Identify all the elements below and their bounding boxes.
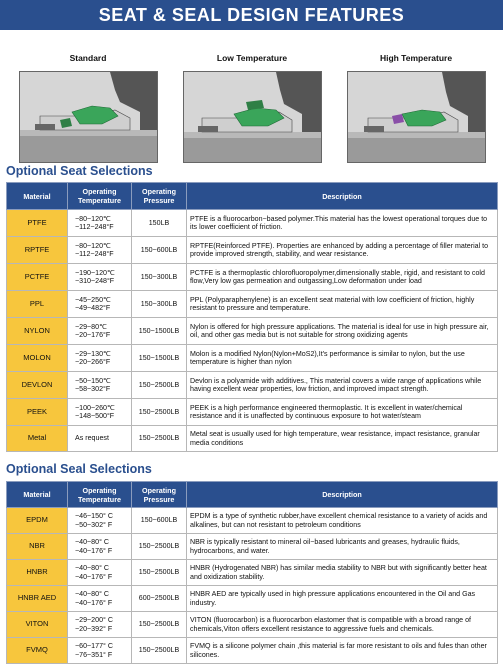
description-cell: PEEK is a high performance engineered thermoplastic. It is excellent in water/chemical resistance and it is unaffected by continuous exposure to hot water/steam — [187, 399, 498, 426]
temperature-cell: −100~260℃ −148~500°F — [68, 399, 132, 426]
material-cell: Metal — [7, 426, 68, 452]
header-material: Material — [7, 482, 68, 508]
seal-row-hnbr-aed — [7, 586, 498, 612]
seat-section-title: Optional Seat Selections — [6, 164, 153, 178]
temperature-cell: −80~120℃ −112~248°F — [68, 237, 132, 264]
material-cell: PCTFE — [7, 264, 68, 291]
pressure-cell: 150~2500LB — [132, 399, 187, 426]
seat-row-molon — [7, 345, 498, 372]
seal-row-viton — [7, 612, 498, 638]
pressure-cell: 600~2500LB — [132, 586, 187, 612]
material-cell: FVMQ — [7, 638, 68, 664]
header-operating-temperature: Operating Temperature — [68, 183, 132, 210]
header-description: Description — [187, 482, 498, 508]
standard-seal-diagram — [19, 71, 158, 163]
description-cell: PTFE is a fluorocarbon−based polymer.This material has the lowest operational torques due to its lower coefficient of friction. — [187, 210, 498, 237]
temperature-cell: −29~200° C −20~392° F — [68, 612, 132, 638]
material-cell: MOLON — [7, 345, 68, 372]
temperature-cell: −40~80° C −40~176° F — [68, 560, 132, 586]
pressure-cell: 150~600LB — [132, 237, 187, 264]
pressure-cell: 150LB — [132, 210, 187, 237]
material-cell: PPL — [7, 291, 68, 318]
seal-selection-table — [6, 481, 498, 664]
material-cell: VITON — [7, 612, 68, 638]
pressure-cell: 150~1500LB — [132, 345, 187, 372]
description-cell: Devlon is a polyamide with additives., This material covers a wide range of applications while having excellent wear properties, low friction, and improved impact strength. — [187, 372, 498, 399]
seat-row-pctfe — [7, 264, 498, 291]
temperature-cell: −50~150℃ −58~302°F — [68, 372, 132, 399]
seal-row-fvmq — [7, 638, 498, 664]
seat-row-devlon — [7, 372, 498, 399]
seal-section-title: Optional Seal Selections — [6, 462, 152, 476]
material-cell: NBR — [7, 534, 68, 560]
seal-row-nbr — [7, 534, 498, 560]
seat-row-nylon — [7, 318, 498, 345]
pressure-cell: 150~2500LB — [132, 372, 187, 399]
seat-row-rptfe — [7, 237, 498, 264]
description-cell: EPDM is a type of synthetic rubber,have excellent chemical resistance to a variety of acids and alkalines, but can not resistant to petroleum conditions — [187, 508, 498, 534]
page-title-banner: SEAT & SEAL DESIGN FEATURES — [0, 0, 503, 30]
material-cell: RPTFE — [7, 237, 68, 264]
seat-selection-table — [6, 182, 498, 452]
temperature-cell: −45~250℃ −49~482°F — [68, 291, 132, 318]
seat-row-ppl — [7, 291, 498, 318]
description-cell: PCTFE is a thermoplastic chlorofluoropolymer,dimensionally stable, rigid, and resistant to cold flow,Very low gas permeation and outgassing,Low deformation under load — [187, 264, 498, 291]
material-cell: NYLON — [7, 318, 68, 345]
temperature-cell: −60~177° C −76~351° F — [68, 638, 132, 664]
temperature-cell: −190~120℃ −310~248°F — [68, 264, 132, 291]
header-operating-pressure: Operating Pressure — [132, 482, 187, 508]
temperature-cell: −40~80° C −40~176° F — [68, 586, 132, 612]
material-cell: EPDM — [7, 508, 68, 534]
header-material: Material — [7, 183, 68, 210]
material-cell: DEVLON — [7, 372, 68, 399]
description-cell: Metal seat is usually used for high temperature, wear resistance, impact resistance, granular media conditions — [187, 426, 498, 452]
pressure-cell: 150~600LB — [132, 508, 187, 534]
seat-row-ptfe — [7, 210, 498, 237]
description-cell: HNBR (Hydrogenated NBR) has similar media stability to NBR but with significantly better heat and oxidization stability. — [187, 560, 498, 586]
material-cell: HNBR — [7, 560, 68, 586]
temperature-cell: −46~150° C −50~302° F — [68, 508, 132, 534]
pressure-cell: 150~2500LB — [132, 638, 187, 664]
pressure-cell: 150~300LB — [132, 264, 187, 291]
pressure-cell: 150~1500LB — [132, 318, 187, 345]
header-operating-pressure: Operating Pressure — [132, 183, 187, 210]
diagram-label-standard: Standard — [69, 53, 107, 63]
pressure-cell: 150~300LB — [132, 291, 187, 318]
pressure-cell: 150~2500LB — [132, 534, 187, 560]
high-temperature-seal-diagram — [347, 71, 486, 163]
material-cell: HNBR AED — [7, 586, 68, 612]
description-cell: VITON (fluorocarbon) is a fluorocarbon elastomer that is compatible with a broad range of chemicals,Viton offers excellent resistance to aggressive fuels and chemicals. — [187, 612, 498, 638]
temperature-cell: −40~80° C −40~176° F — [68, 534, 132, 560]
seal-row-epdm — [7, 508, 498, 534]
pressure-cell: 150~2500LB — [132, 612, 187, 638]
temperature-cell: −29~80℃ −20~176°F — [68, 318, 132, 345]
description-cell: HNBR AED are typically used in high pressure applications encountered in the Oil and Gas industry. — [187, 586, 498, 612]
description-cell: RPTFE(Reinforced PTFE). Properties are enhanced by adding a percentage of filler material to provide improved strength, stability, and wear resistance. — [187, 237, 498, 264]
header-description: Description — [187, 183, 498, 210]
pressure-cell: 150~2500LB — [132, 426, 187, 452]
header-operating-temperature: Operating Temperature — [68, 482, 132, 508]
description-cell: Nylon is offered for high pressure applications. The material is ideal for use in high pressure air, oil, and other gas media but is not suitable for strong oxidizing agents — [187, 318, 498, 345]
description-cell: PPL (Polyparaphenylene) is an excellent seat material with low coefficient of friction, highly resistant to pressure and temperature. — [187, 291, 498, 318]
low-temperature-seal-diagram — [183, 71, 322, 163]
temperature-cell: −80~120℃ −112~248°F — [68, 210, 132, 237]
diagram-label-high-temperature: High Temperature — [379, 53, 453, 63]
description-cell: FVMQ is a silicone polymer chain ,this material is far more resistant to oils and fules than other silicones. — [187, 638, 498, 664]
seat-row-peek — [7, 399, 498, 426]
seal-row-hnbr — [7, 560, 498, 586]
pressure-cell: 150~2500LB — [132, 560, 187, 586]
temperature-cell: −29~130℃ −20~266°F — [68, 345, 132, 372]
material-cell: PEEK — [7, 399, 68, 426]
diagram-label-low-temperature: Low Temperature — [216, 53, 288, 63]
description-cell: Molon is a modified Nylon(Nylon+MoS2),It's performance is similar to nylon, but the use temperature is higher than nylon — [187, 345, 498, 372]
description-cell: NBR is typically resistant to mineral oil−based lubricants and greases, hydraulic fluids, hydrocarbons, and water. — [187, 534, 498, 560]
seat-row-metal — [7, 426, 498, 452]
material-cell: PTFE — [7, 210, 68, 237]
temperature-cell: As request — [68, 426, 132, 452]
